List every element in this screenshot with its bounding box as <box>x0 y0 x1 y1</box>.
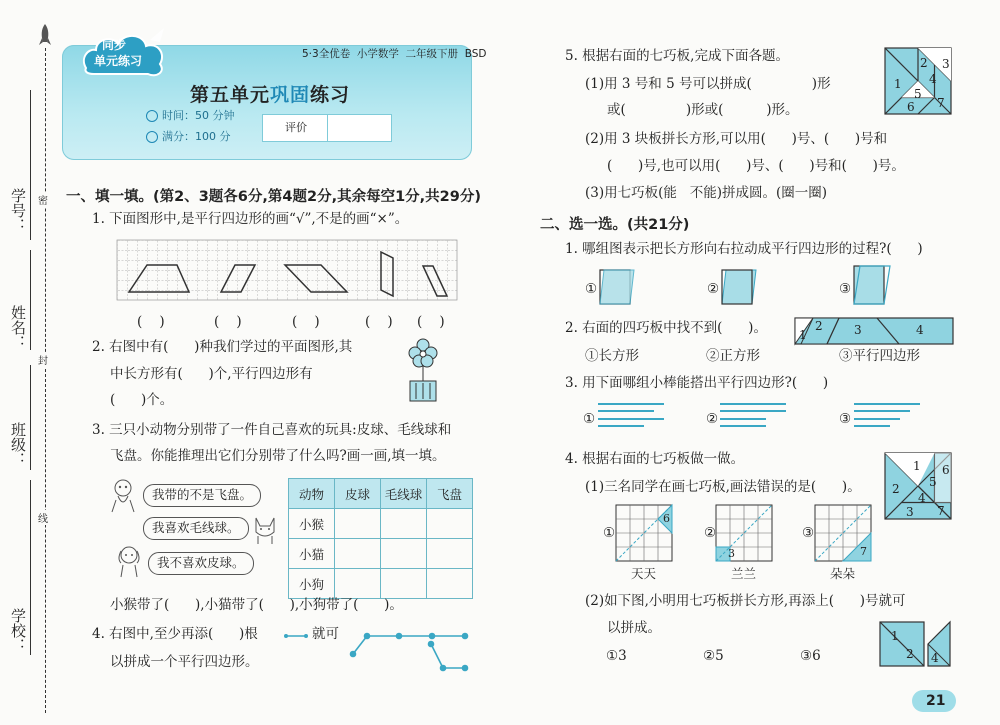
s2-q4-text: 4. 根据右面的七巧板做一做。 <box>565 451 745 467</box>
rect-num-4: 4 <box>931 651 939 665</box>
tangram-num-4: 4 <box>929 72 937 86</box>
table-row-cat: 小猫 <box>289 539 335 569</box>
tangram-num-6: 6 <box>907 100 915 114</box>
title-part-2: 练习 <box>310 84 351 106</box>
q1-paren-5[interactable]: ( ) <box>417 314 445 330</box>
section2-heading: 二、选一选。(共21分) <box>540 217 690 233</box>
bubble-cat: 我喜欢毛线球。 <box>143 517 249 540</box>
seal-char-feng: 封 <box>38 352 48 367</box>
label-school: 学校： <box>9 608 27 653</box>
reasoning-table <box>288 478 473 599</box>
sticks-group-1 <box>598 402 668 432</box>
q1-2-line1: 2. 右图中有( )种我们学过的平面图形,其 <box>92 339 353 355</box>
grid-num-6: 6 <box>663 512 670 525</box>
s2-q1-figure3 <box>852 264 894 308</box>
grid-num-3: 3 <box>728 547 735 560</box>
s2-q2-opt1[interactable]: ①长方形 <box>585 348 639 364</box>
monkey-icon <box>108 478 138 516</box>
tangram-b-num-3: 3 <box>906 505 914 519</box>
q5-2-line1: (2)用 3 块板拼长方形,可以用( )号、( )号和 <box>585 131 888 147</box>
s2-q4-2-line2: 以拼成。 <box>607 620 661 636</box>
tangram-num-7: 7 <box>937 96 945 110</box>
table-cell[interactable] <box>427 569 473 599</box>
flower-pot-figure <box>402 333 444 407</box>
bubble-monkey: 我带的不是飞盘。 <box>143 484 261 507</box>
q5-text: 5. 根据右面的七巧板,完成下面各题。 <box>565 48 789 64</box>
tangram-b-num-2: 2 <box>892 482 900 496</box>
q1-4-line1b: 就可 <box>312 626 339 642</box>
q1-1-grid-figures <box>117 240 477 310</box>
table-head-ball: 皮球 <box>335 479 381 509</box>
page-number-badge <box>912 690 956 712</box>
s2-q2-opt3[interactable]: ③平行四边形 <box>839 348 920 364</box>
stick-icon <box>284 632 308 640</box>
rectangle-puzzle-figure <box>880 620 952 670</box>
section1-heading: 一、填一填。(第2、3题各6分,第4题2分,其余每空1分,共29分) <box>66 189 481 205</box>
table-cell[interactable] <box>381 539 427 569</box>
s2-q3-text: 3. 用下面哪组小棒能搭出平行四边形?( ) <box>565 375 829 391</box>
time-limit: 时间：50 分钟 <box>162 109 235 122</box>
tangram-num-1: 1 <box>894 77 902 91</box>
line-class <box>30 365 31 470</box>
s2-q1-figure1 <box>598 268 638 308</box>
tangram-num-5: 5 <box>914 87 922 101</box>
check-icon <box>146 131 158 143</box>
table-cell[interactable] <box>381 569 427 599</box>
q1-paren-2[interactable]: ( ) <box>214 314 242 330</box>
name-lanlan: 兰兰 <box>731 566 757 581</box>
tangram-b-num-4: 4 <box>918 491 926 505</box>
q1-1-text: 1. 下面图形中,是平行四边形的画“√”,不是的画“×”。 <box>92 211 409 227</box>
s2-q1-text: 1. 哪组图表示把长方形向右拉动成平行四边形的过程?( ) <box>565 241 923 257</box>
table-head-frisbee: 飞盘 <box>427 479 473 509</box>
seal-char-xian: 线 <box>38 510 48 525</box>
rect-num-1: 1 <box>891 629 899 643</box>
evaluation-divider <box>327 115 328 141</box>
title-highlight: 巩固 <box>270 84 311 106</box>
binding-dashed-line <box>45 48 46 713</box>
table-cell[interactable] <box>381 509 427 539</box>
q1-3-line2: 飞盘。你能推理出它们分别带了什么吗?画一画,填一填。 <box>110 448 446 464</box>
s2-q3-opt1[interactable]: ① <box>583 411 596 427</box>
label-name: 姓名： <box>9 305 27 350</box>
name-tiantian: 天天 <box>631 566 657 581</box>
table-row-monkey: 小猴 <box>289 509 335 539</box>
s2-q4-opt3[interactable]: ③ <box>802 525 815 541</box>
grid-num-7: 7 <box>860 545 867 558</box>
s2-q2-opt2[interactable]: ②正方形 <box>706 348 760 364</box>
label-student-id: 学号： <box>9 188 27 233</box>
page-title <box>190 80 350 107</box>
four-piece-num-4: 4 <box>916 323 924 337</box>
table-cell[interactable] <box>427 539 473 569</box>
s2-q4-2-opt3[interactable]: ③6 <box>800 648 821 664</box>
table-row-dog: 小狗 <box>289 569 335 599</box>
table-cell[interactable] <box>335 569 381 599</box>
badge-line1: 同步 <box>102 38 127 52</box>
q1-4-stick-figure <box>345 628 475 678</box>
s2-q1-opt3[interactable]: ③ <box>839 281 852 297</box>
tangram-b-num-5: 5 <box>929 475 937 489</box>
line-name <box>30 250 31 350</box>
s2-q4-opt2[interactable]: ② <box>704 525 717 541</box>
full-score: 满分：100 分 <box>162 130 231 143</box>
q1-paren-3[interactable]: ( ) <box>292 314 320 330</box>
s2-q4-2-line1: (2)如下图,小明用七巧板拼长方形,再添上( )号就可 <box>585 593 906 609</box>
q5-2-line2: ( )号,也可以用( )号、( )号和( )号。 <box>607 158 905 174</box>
table-cell[interactable] <box>427 509 473 539</box>
label-class: 班级： <box>9 422 27 467</box>
s2-q1-figure2 <box>720 268 760 308</box>
sticks-group-3 <box>854 402 924 432</box>
bubble-dog: 我不喜欢皮球。 <box>148 552 254 575</box>
cat-icon <box>250 514 280 546</box>
rocket-icon <box>38 24 52 48</box>
four-piece-num-1: 1 <box>799 328 807 342</box>
grid-drawing-lanlan <box>716 505 776 565</box>
table-cell[interactable] <box>335 509 381 539</box>
line-school <box>30 480 31 655</box>
s2-q3-opt3[interactable]: ③ <box>839 411 852 427</box>
q1-2-line2: 中长方形有( )个,平行四边形有 <box>110 366 313 382</box>
q5-3-text: (3)用七巧板(能 不能)拼成圆。(圈一圈) <box>585 185 828 201</box>
s2-q4-opt1[interactable]: ① <box>603 525 616 541</box>
s2-q4-2-opt1[interactable]: ①3 <box>606 648 627 664</box>
s2-q3-opt2[interactable]: ② <box>706 411 719 427</box>
clock-icon <box>146 110 158 122</box>
name-duoduo: 朵朵 <box>830 566 856 581</box>
series-label: 5·3全优卷 小学数学 二年级下册 BSD <box>302 48 487 60</box>
evaluation-box <box>262 114 392 142</box>
s2-q1-opt1[interactable]: ① <box>585 281 598 297</box>
q5-1-line2: 或( )形或( )形。 <box>607 102 799 118</box>
tangram-num-2: 2 <box>920 56 928 70</box>
q1-3-fill: 小猴带了( ),小猫带了( ),小狗带了( )。 <box>110 597 403 613</box>
s2-q4-2-opt2[interactable]: ②5 <box>703 648 724 664</box>
q1-2-line3: ( )个。 <box>110 392 174 408</box>
q1-paren-1[interactable]: ( ) <box>137 314 165 330</box>
q1-3-line1: 3. 三只小动物分别带了一件自己喜欢的玩具:皮球、毛线球和 <box>92 422 452 438</box>
rect-num-2: 2 <box>906 647 914 661</box>
unit-badge <box>80 28 166 76</box>
seal-char-mi: 密 <box>38 192 48 207</box>
tangram-num-3: 3 <box>942 57 950 71</box>
tangram-b-num-1: 1 <box>913 459 921 473</box>
table-cell[interactable] <box>335 539 381 569</box>
page-number: 21 <box>926 693 946 709</box>
four-piece-num-2: 2 <box>815 319 823 333</box>
s2-q2-text: 2. 右面的四巧板中找不到( )。 <box>565 320 767 336</box>
binding-margin <box>0 0 60 725</box>
s2-q1-opt2[interactable]: ② <box>707 281 720 297</box>
q1-4-line2: 以拼成一个平行四边形。 <box>110 654 259 670</box>
table-head-yarn: 毛线球 <box>381 479 427 509</box>
four-piece-num-3: 3 <box>854 323 862 337</box>
table-head-animal: 动物 <box>289 479 335 509</box>
title-part-1: 第五单元 <box>190 84 271 106</box>
evaluation-label: 评价 <box>285 121 307 134</box>
s2-q4-1-text: (1)三名同学在画七巧板,画法错误的是( )。 <box>585 479 861 495</box>
q1-4-line1: 4. 右图中,至少再添( )根 <box>92 626 258 642</box>
sticks-group-2 <box>720 402 790 432</box>
q5-1-line1: (1)用 3 号和 5 号可以拼成( )形 <box>585 76 831 92</box>
line-student-id <box>30 90 31 240</box>
tangram-b-num-7: 7 <box>937 504 945 518</box>
badge-line2: 单元练习 <box>94 54 143 68</box>
tangram-b-num-6: 6 <box>942 463 950 477</box>
dog-icon <box>115 545 147 579</box>
q1-paren-4[interactable]: ( ) <box>365 314 393 330</box>
